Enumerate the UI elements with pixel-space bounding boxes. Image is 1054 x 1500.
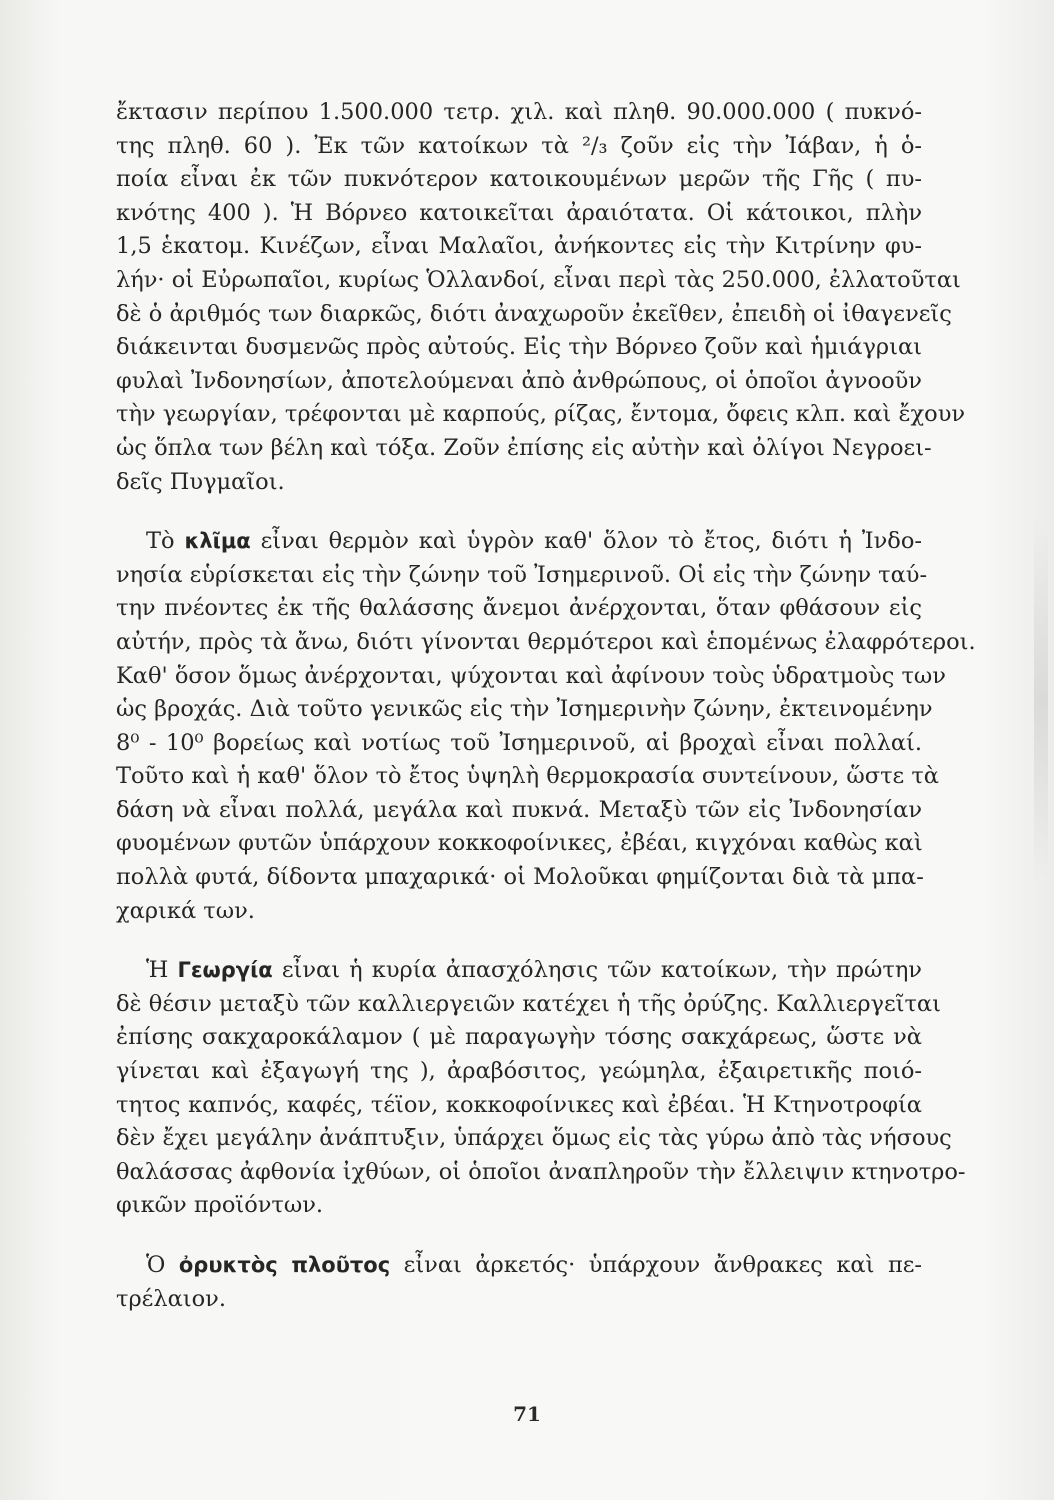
- text-line: τητος καπνός, καφές, τέϊον, κοκκοφοίνικες καὶ ἐβέαι. Ἡ Κτηνοτροφία: [116, 1091, 922, 1118]
- page-edge-shadow: [1034, 520, 1048, 880]
- text-line: [116, 525, 922, 559]
- text-line: 8⁰ - 10⁰ βορείως καὶ νοτίως τοῦ Ἰσημερινοῦ, αἱ βροχαὶ εἶναι πολλαί.: [116, 729, 922, 756]
- paragraph-lead: Ἡ: [146, 957, 178, 984]
- text-line-rest: εἶναι ἡ κυρία ἀπασχόλησις τῶν κατοίκων, τὴν πρώτην: [272, 957, 922, 984]
- text-line: την πνέοντες ἐκ τῆς θαλάσσης ἄνεμοι ἀνέρχονται, ὅταν φθάσουν εἰς: [116, 595, 922, 622]
- text-line: δεῖς Πυγμαῖοι.: [116, 468, 285, 495]
- text-line: της πληθ. 60 ). Ἐκ τῶν κατοίκων τὰ ²/₃ ζοῦν εἰς τὴν Ἰάβαν, ἡ ὁ-: [116, 132, 922, 159]
- text-line: διάκεινται δυσμενῶς πρὸς αὐτούς. Εἰς τὴν Βόρνεο ζοῦν καὶ ἡμιάγριαι: [116, 334, 922, 361]
- text-line: ὡς βροχάς. Διὰ τοῦτο γενικῶς εἰς τὴν Ἰσημερινὴν ζώνην, ἐκτεινομένην: [116, 696, 933, 723]
- section-heading-climate: κλῖμα: [184, 529, 251, 554]
- text-line: κνότης 400 ). Ἡ Βόρνεο κατοικεῖται ἀραιότατα. Οἱ κάτοικοι, πλὴν: [116, 199, 922, 226]
- text-line: ποία εἶναι ἐκ τῶν πυκνότερον κατοικουμένων μερῶν τῆς Γῆς ( πυ-: [116, 166, 922, 193]
- section-heading-agriculture: Γεωργία: [177, 958, 273, 983]
- text-line: φυλαὶ Ἰνδονησίων, ἀποτελούμεναι ἀπὸ ἀνθρώπους, οἱ ὁποῖοι ἀγνοοῦν: [116, 367, 922, 394]
- page-number: 71: [513, 1402, 541, 1426]
- text-line: λήν· οἱ Εὐρωπαῖοι, κυρίως Ὁλλανδοί, εἶναι περὶ τὰς 250.000, ἐλλατοῦται: [116, 266, 961, 293]
- paragraph-mineral-wealth: [116, 1249, 922, 1316]
- text-line: φυομένων φυτῶν ὑπάρχουν κοκκοφοίνικες, ἐβέαι, κιγχόναι καθὼς καὶ: [116, 830, 923, 857]
- text-line: θαλάσσας ἀφθονία ἰχθύων, οἱ ὁποῖοι ἀναπληροῦν τὴν ἔλλειψιν κτηνοτρο-: [116, 1158, 966, 1185]
- text-line: γίνεται καὶ ἐξαγωγή της ), ἀραβόσιτος, γεώμηλα, ἐξαιρετικῆς ποιό-: [116, 1058, 922, 1085]
- text-column: [116, 96, 976, 1316]
- text-line: ἔκτασιν περίπου 1.500.000 τετρ. χιλ. καὶ πληθ. 90.000.000 ( πυκνό-: [116, 99, 922, 125]
- text-line: τρέλαιον.: [116, 1285, 226, 1312]
- text-line: [116, 954, 922, 988]
- text-line: Καθ' ὅσον ὅμως ἀνέρχονται, ψύχονται καὶ ἀφίνουν τοὺς ὑδρατμοὺς των: [116, 662, 946, 689]
- text-line: Τοῦτο καὶ ἡ καθ' ὅλον τὸ ἔτος ὑψηλὴ θερμοκρασία συντείνουν, ὥστε τὰ: [116, 763, 939, 790]
- text-line: ἐπίσης σακχαροκάλαμον ( μὲ παραγωγὴν τόσης σακχάρεως, ὥστε νὰ: [116, 1024, 922, 1051]
- text-line: δὲ θέσιν μεταξὺ τῶν καλλιεργειῶν κατέχει ἡ τῆς ὀρύζης. Καλλιεργεῖται: [116, 990, 941, 1017]
- paragraph-climate: [116, 525, 976, 928]
- text-line: δὲ ὁ ἀριθμός των διαρκῶς, διότι ἀναχωροῦν ἐκεῖθεν, ἐπειδὴ οἱ ἰθαγενεῖς: [116, 300, 952, 327]
- text-line: χαρικά των.: [116, 897, 255, 924]
- text-line: τὴν γεωργίαν, τρέφονται μὲ καρπούς, ρίζας, ἔντομα, ὄφεις κλπ. καὶ ἔχουν: [116, 401, 966, 428]
- paragraph-lead: Τὸ: [146, 528, 185, 555]
- text-line: νησία εὑρίσκεται εἰς τὴν ζώνην τοῦ Ἰσημερινοῦ. Οἱ εἰς τὴν ζώνην ταύ-: [116, 561, 928, 588]
- text-line: φικῶν προϊόντων.: [116, 1192, 324, 1219]
- text-line: δὲν ἔχει μεγάλην ἀνάπτυξιν, ὑπάρχει ὅμως εἰς τὰς γύρω ἀπὸ τὰς νήσους: [116, 1125, 952, 1152]
- text-line: ὡς ὅπλα των βέλη καὶ τόξα. Ζοῦν ἐπίσης εἰς αὐτὴν καὶ ὀλίγοι Νεγροει-: [116, 434, 932, 461]
- paragraph-indonesia-population: [116, 96, 966, 499]
- text-line: πολλὰ φυτά, δίδοντα μπαχαρικά· οἱ Μολοῦκαι φημίζονται διὰ τὰ μπα-: [116, 864, 924, 891]
- text-line: 1,5 ἑκατομ. Κινέζων, εἶναι Μαλαῖοι, ἀνήκοντες εἰς τὴν Κιτρίνην φυ-: [116, 233, 922, 260]
- text-line-rest: εἶναι θερμὸν καὶ ὑγρὸν καθ' ὅλον τὸ ἔτος, διότι ἡ Ἰνδο-: [250, 528, 922, 555]
- paragraph-agriculture: [116, 954, 966, 1223]
- text-line: αὐτήν, πρὸς τὰ ἄνω, διότι γίνονται θερμότεροι καὶ ἑπομένως ἐλαφρότεροι.: [116, 628, 976, 655]
- paragraph-lead: Ὁ: [146, 1252, 179, 1278]
- text-line: δάση νὰ εἶναι πολλά, μεγάλα καὶ πυκνά. Μεταξὺ τῶν εἰς Ἰνδονησίαν: [116, 796, 922, 823]
- text-line: [116, 1249, 922, 1283]
- section-heading-mineral-wealth: ὀρυκτὸς πλοῦτος: [178, 1253, 391, 1277]
- text-line-rest: εἶναι ἀρκετός· ὑπάρχουν ἄνθρακες καὶ πε-: [390, 1252, 922, 1278]
